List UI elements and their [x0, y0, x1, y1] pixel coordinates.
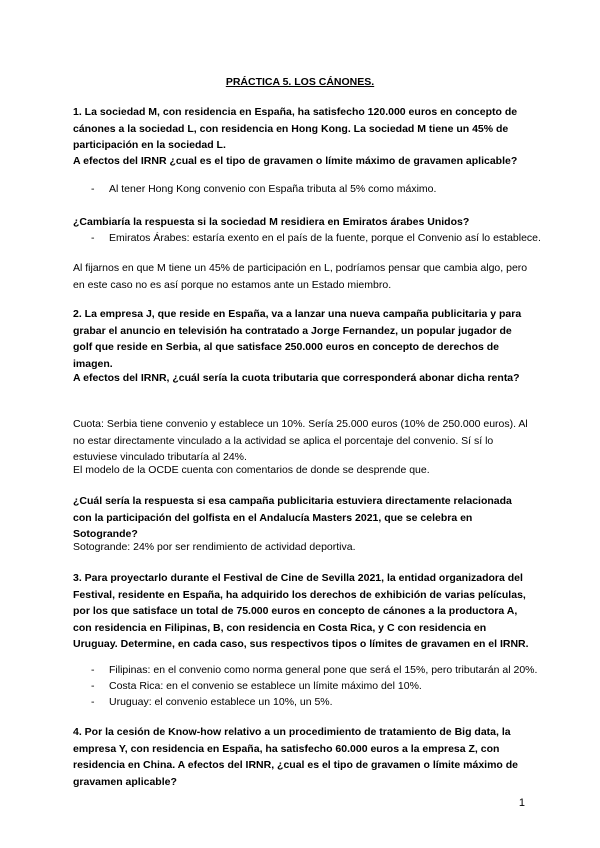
question-1-prompt: A efectos del IRNR ¿cual es el tipo de gravamen o límite máximo de gravamen aplicable?	[73, 155, 518, 167]
bullet-dash: -	[91, 183, 95, 195]
question-3-text: 3. Para proyectarlo durante el Festival de Cine de Sevilla 2021, la entidad organizadora del Festival, residente en España, ha adquirido los derechos de exhibición de varias películas, por los que satisface un total de 75.000 euros en concepto de cánones a la productora A, con residencia en Filipinas, B, con residencia en Costa Rica, y C con residencia en Uruguay. Determine, en cada caso, sus respectivos tipos o límites de gravamen en el IRNR.	[73, 572, 529, 650]
question-2b-prompt: ¿Cuál sería la respuesta si esa campaña publicitaria estuviera directamente relacionada con la participación del golfista en el Andalucía Masters 2021, que se celebra en Sotogrande?	[73, 495, 512, 540]
answer-3-text: Filipinas: en el convenio como norma general pone que será el 15%, pero tributarán al 20%.	[109, 664, 538, 676]
answer-2-text: Cuota: Serbia tiene convenio y establece un 10%. Sería 25.000 euros (10% de 250.000 euros). Al no estar directamente vinculado a la actividad se aplica el porcentaje del convenio. Sí sí lo estuviese vinculado tributaría al 24%.	[73, 418, 528, 463]
answer-2-note: El modelo de la OCDE cuenta con comentarios de donde se desprende que.	[73, 464, 430, 476]
answer-3-text: Costa Rica: en el convenio se establece un límite máximo del 10%.	[109, 680, 422, 692]
question-2-text: 2. La empresa J, que reside en España, va a lanzar una nueva campaña publicitaria y para grabar el anuncio en televisión ha contratado a Jorge Fernandez, un popular jugador de golf que reside en Serbia, al que satisface 250.000 euros en concepto de derechos de imagen.	[73, 308, 522, 370]
page-number: 1	[518, 797, 525, 809]
bullet-dash: -	[91, 680, 95, 692]
answer-2b-text: Sotogrande: 24% por ser rendimiento de actividad deportiva.	[73, 541, 356, 553]
answer-1-note: Al fijarnos en que M tiene un 45% de participación en L, podríamos pensar que cambia algo, pero en este caso no es así porque no estamos ante un Estado miembro.	[73, 262, 528, 291]
question-4-text: 4. Por la cesión de Know-how relativo a un procedimiento de tratamiento de Big data, la empresa Y, con residencia en España, ha satisfecho 60.000 euros a la empresa Z, con residencia en China. A efectos del IRNR, ¿cual es el tipo de gravamen o límite máximo de gravamen aplicable?	[73, 726, 519, 788]
question-1b-prompt: ¿Cambiaría la respuesta si la sociedad M residiera en Emiratos árabes Unidos?	[73, 216, 470, 228]
question-2-prompt: A efectos del IRNR, ¿cuál sería la cuota tributaria que corresponderá abonar dicha renta?	[73, 372, 520, 384]
bullet-dash: -	[91, 232, 95, 244]
answer-1b-text: Emiratos Árabes: estaría exento en el país de la fuente, porque el Convenio así lo establece.	[109, 232, 541, 244]
answer-1-text: Al tener Hong Kong convenio con España tributa al 5% como máximo.	[109, 183, 437, 195]
bullet-dash: -	[91, 664, 95, 676]
question-1-text: 1. La sociedad M, con residencia en España, ha satisfecho 120.000 euros en concepto de cánones a la sociedad L, con residencia en Hong Kong. La sociedad M tiene un 45% de participación en la sociedad L.	[73, 106, 518, 151]
answer-3-text: Uruguay: el convenio establece un 10%, un 5%.	[109, 696, 333, 708]
page-title: PRÁCTICA 5. LOS CÁNONES.	[225, 76, 375, 88]
bullet-dash: -	[91, 696, 95, 708]
